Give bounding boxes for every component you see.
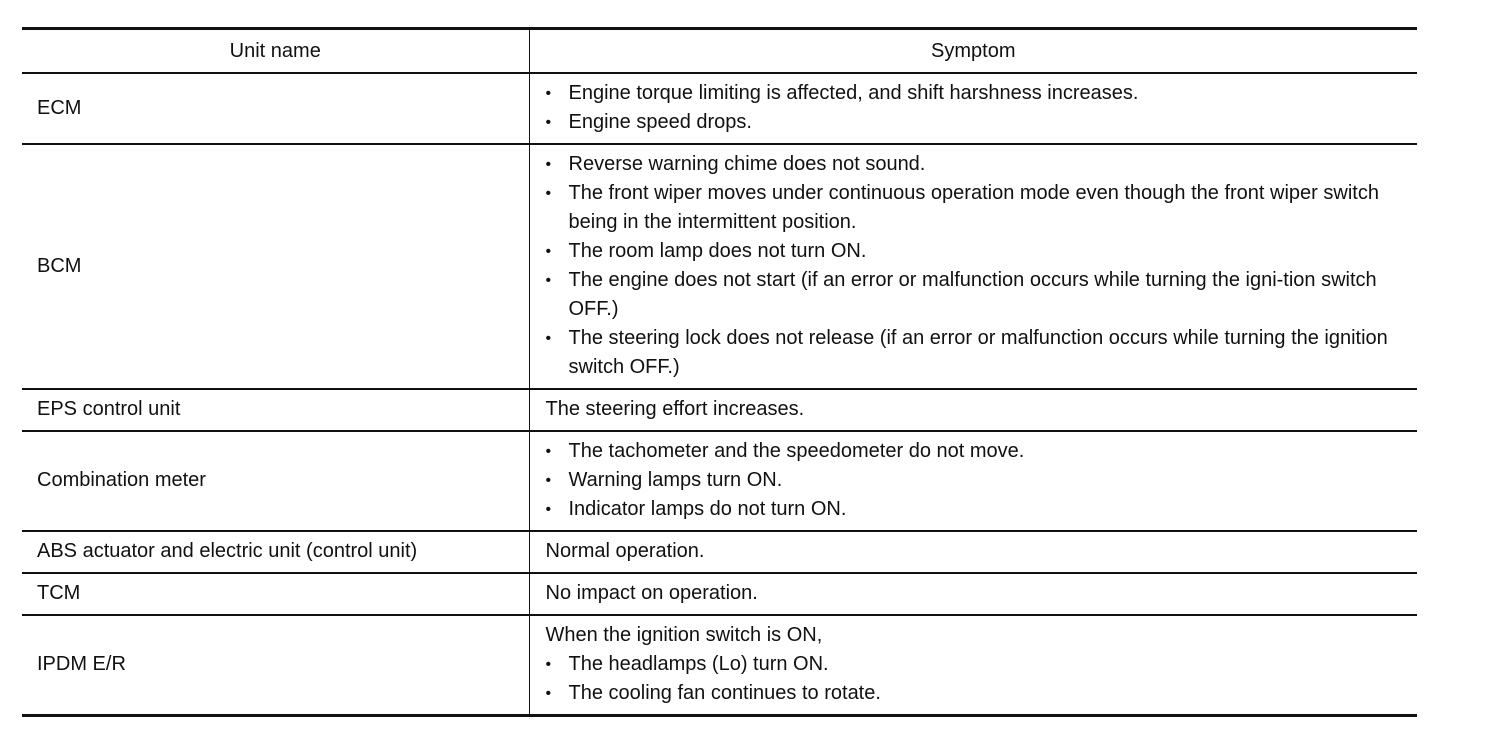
symptom-cell	[529, 144, 1417, 389]
symptom-list	[546, 650, 1410, 708]
table-row-combination-meter	[22, 431, 1417, 531]
header-row	[22, 29, 1417, 74]
symptom-item: • The tachometer and the speedometer do not move.	[546, 437, 1410, 466]
symptom-cell: No impact on operation.	[529, 573, 1417, 615]
table-row-ipdm	[22, 615, 1417, 716]
symptom-item: • Warning lamps turn ON.	[546, 466, 1410, 495]
unit-name-cell: TCM	[22, 573, 529, 615]
symptom-list	[546, 79, 1410, 137]
table-row-abs	[22, 531, 1417, 573]
unit-name-cell: ECM	[22, 73, 529, 144]
table-row-tcm	[22, 573, 1417, 615]
symptom-cell: Normal operation.	[529, 531, 1417, 573]
unit-name-cell: Combination meter	[22, 431, 529, 531]
symptom-item: • The front wiper moves under continuous operation mode even though the front wiper switch being in the intermittent position.	[546, 179, 1410, 237]
unit-name-cell: EPS control unit	[22, 389, 529, 431]
symptom-item: • The cooling fan continues to rotate.	[546, 679, 1410, 708]
symptom-item: • The steering lock does not release (if an error or malfunction occurs while turning the ignition switch OFF.)	[546, 324, 1410, 382]
symptom-lead-text: When the ignition switch is ON,	[545, 624, 823, 646]
symptom-item: • The room lamp does not turn ON.	[546, 237, 1410, 266]
symptom-list	[546, 150, 1410, 382]
symptom-list	[546, 437, 1410, 524]
symptom-item: • Indicator lamps do not turn ON.	[546, 495, 1410, 524]
symptom-header: Symptom	[529, 29, 1417, 74]
unit-name-cell: ABS actuator and electric unit (control unit)	[22, 531, 529, 573]
symptom-item: • Engine torque limiting is affected, and shift harshness increases.	[546, 79, 1410, 108]
table-row-ecm	[22, 73, 1417, 144]
symptom-cell	[529, 431, 1417, 531]
symptom-item: • Engine speed drops.	[546, 108, 1410, 137]
symptom-item: • The headlamps (Lo) turn ON.	[546, 650, 1410, 679]
symptom-cell	[529, 615, 1417, 716]
symptom-cell	[529, 73, 1417, 144]
unit-name-cell: IPDM E/R	[22, 615, 529, 716]
table-row-eps	[22, 389, 1417, 431]
table-row-bcm	[22, 144, 1417, 389]
symptom-item: • Reverse warning chime does not sound.	[546, 150, 1410, 179]
unit-name-cell: BCM	[22, 144, 529, 389]
symptom-table	[22, 27, 1417, 717]
unit-name-header: Unit name	[22, 29, 529, 74]
symptom-item: • The engine does not start (if an error or malfunction occurs while turning the igni-tion switch OFF.)	[546, 266, 1410, 324]
symptom-cell: The steering effort increases.	[529, 389, 1417, 431]
